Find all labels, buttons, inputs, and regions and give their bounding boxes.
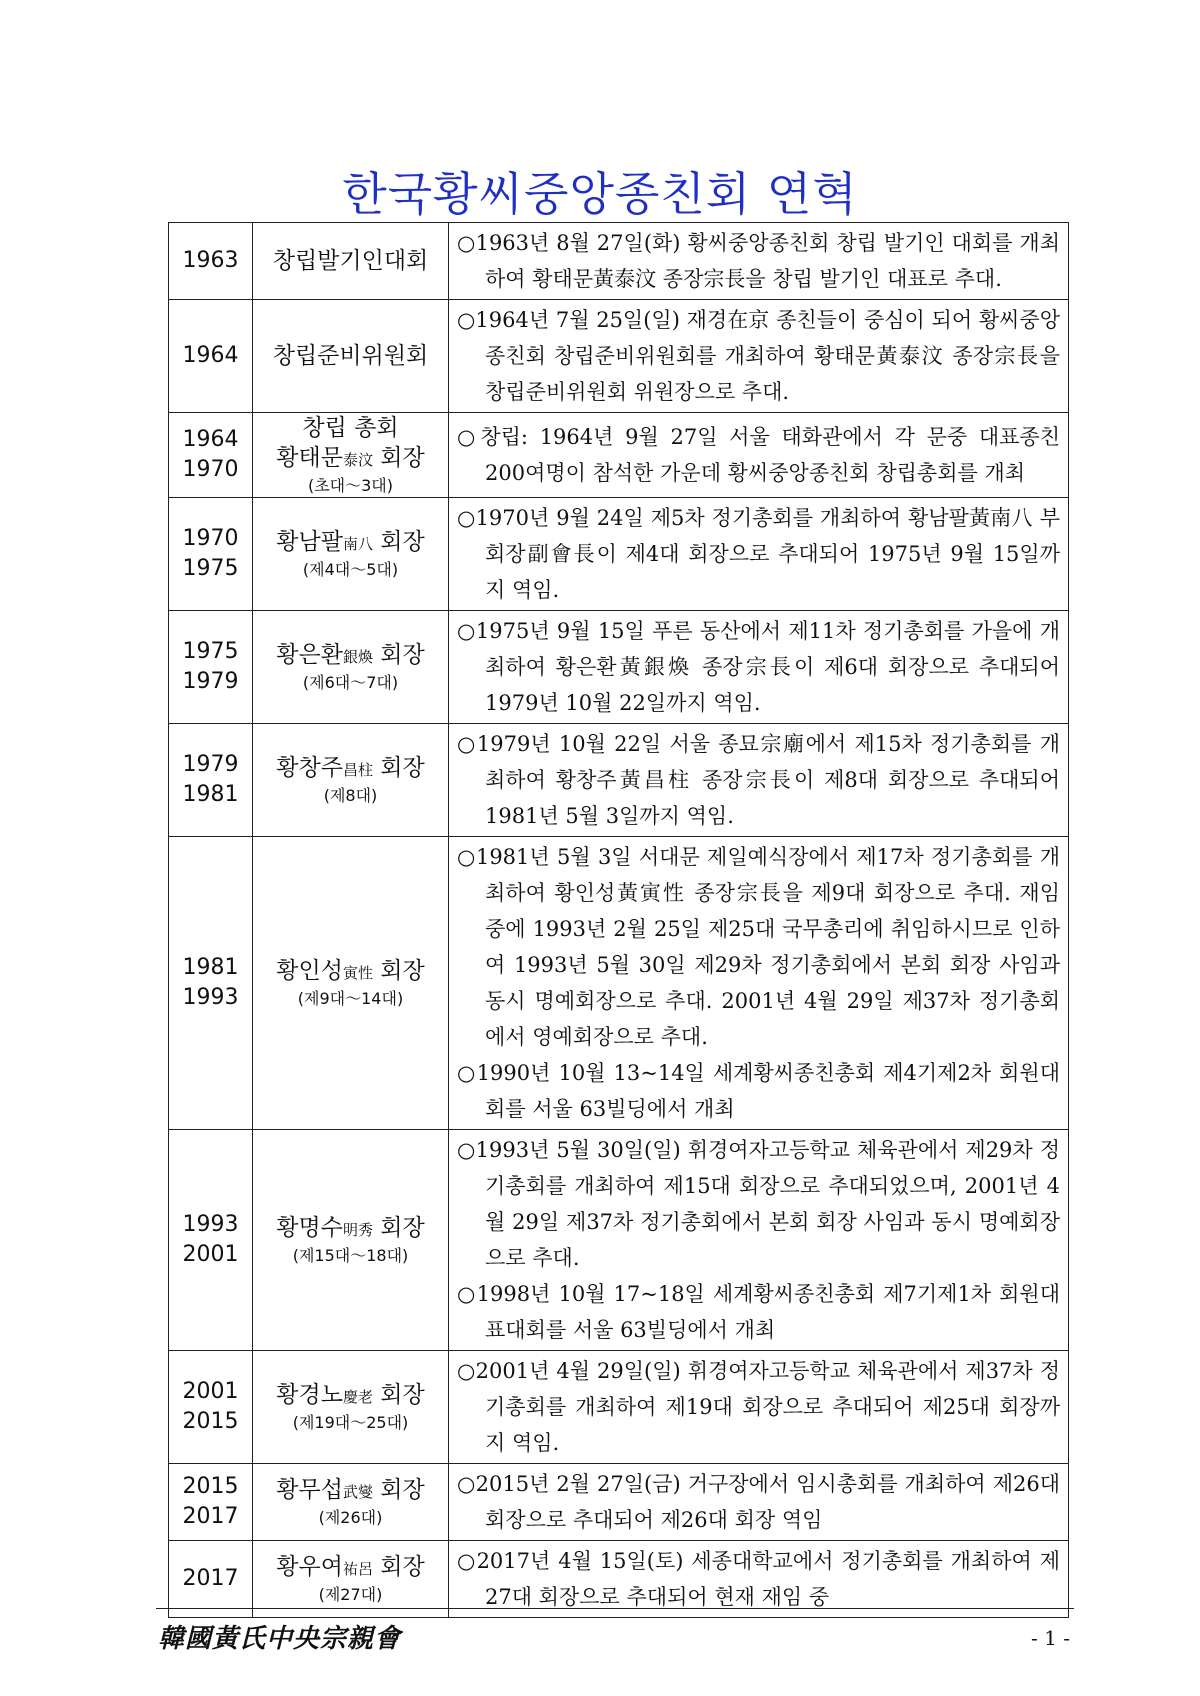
history-entry: ○1975년 9월 15일 푸른 동산에서 제11차 정기총회를 가을에 개최하여 황은환黃銀煥 종장宗長이 제6대 회장으로 추대되어 1979년 10월 22일까지 역임.: [457, 619, 1060, 715]
event-title: [253, 413, 448, 443]
hanja-name: 祐呂: [342, 1560, 373, 1578]
description-cell: [449, 724, 1069, 837]
event-title-text: 황무섭: [276, 1477, 343, 1503]
year-label: 1975: [182, 639, 239, 664]
history-row: [169, 223, 1069, 300]
event-title: [253, 1213, 448, 1245]
year-cell: [169, 1464, 253, 1541]
history-row: [169, 1464, 1069, 1541]
term-label: (제9대～14대): [297, 989, 404, 1008]
history-row: [169, 611, 1069, 724]
history-row: [169, 413, 1069, 498]
event-title-text: 황창주: [276, 755, 343, 781]
history-row: [169, 837, 1069, 1130]
title-cell: [253, 724, 449, 837]
event-title-text: 창립발기인대회: [272, 248, 429, 274]
title-suffix: 회장: [372, 642, 425, 668]
event-title: [253, 956, 448, 988]
event-title: [253, 1552, 448, 1584]
title-cell: [253, 1351, 449, 1464]
event-title: [253, 527, 448, 559]
hanja-name: 南八: [342, 535, 373, 553]
page-number: - 1 -: [1031, 1626, 1070, 1650]
term-label: (제27대): [318, 1585, 383, 1604]
event-title-text: 황인성: [276, 958, 343, 984]
event-title-text: 창립 총회: [302, 415, 399, 441]
year-label: 1979: [182, 752, 239, 777]
year-label: 2015: [182, 1409, 239, 1434]
title-cell: [253, 498, 449, 611]
title-cell: [253, 837, 449, 1130]
title-suffix: 회장: [372, 1215, 425, 1241]
title-suffix: 회장: [372, 958, 425, 984]
year-cell: [169, 1541, 253, 1618]
history-table-body: [169, 223, 1069, 1618]
history-entry: ○창립: 1964년 9월 27일 서울 태화관에서 각 문중 대표종친 200여명이 참석한 가운데 황씨중앙종친회 창립총회를 개최: [457, 425, 1060, 485]
description-cell: [449, 498, 1069, 611]
year-label: 2001: [182, 1379, 239, 1404]
year-label: 1981: [182, 782, 239, 807]
title-suffix: 회장: [372, 1477, 425, 1503]
event-title-text: 황은환: [276, 642, 343, 668]
hanja-name: 泰汶: [342, 451, 373, 469]
year-label: 1979: [182, 669, 239, 694]
hanja-name: 銀煥: [342, 648, 373, 666]
event-title: [253, 753, 448, 785]
page-title: 한국황씨중앙종친회 연혁: [342, 167, 858, 221]
history-entry: ○2001년 4월 29일(일) 휘경여자고등학교 체육관에서 제37차 정기총회를 개최하여 제19대 회장으로 추대되어 제25대 회장까지 역임.: [457, 1359, 1060, 1455]
history-table: [168, 222, 1069, 1618]
year-cell: [169, 498, 253, 611]
president-name: [253, 443, 448, 475]
history-row: [169, 1541, 1069, 1618]
year-label: 2017: [182, 1566, 239, 1591]
year-label: 2001: [182, 1242, 239, 1267]
hanja-name: 慶老: [342, 1388, 373, 1406]
year-label: 1970: [182, 526, 239, 551]
history-row: [169, 1130, 1069, 1351]
hanja-name: 寅性: [342, 964, 373, 982]
title-cell: [253, 1464, 449, 1541]
history-entry: ○1963년 8월 27일(화) 황씨중앙종친회 창립 발기인 대회를 개최하여 황태문黃泰汶 종장宗長을 창립 발기인 대표로 추대.: [457, 231, 1060, 291]
year-label: 1993: [182, 1212, 239, 1237]
history-row: [169, 1351, 1069, 1464]
event-title: [253, 1380, 448, 1412]
description-cell: [449, 223, 1069, 300]
title-suffix: 회장: [372, 529, 425, 555]
title-cell: [253, 1541, 449, 1618]
title-cell: [253, 413, 449, 498]
year-cell: [169, 1130, 253, 1351]
year-label: 2015: [182, 1474, 239, 1499]
event-title-text: 황우여: [276, 1554, 343, 1580]
year-cell: [169, 611, 253, 724]
event-title: [253, 246, 448, 276]
description-cell: [449, 1541, 1069, 1618]
event-title: [253, 1475, 448, 1507]
description-cell: [449, 611, 1069, 724]
title-cell: [253, 1130, 449, 1351]
hanja-name: 武燮: [342, 1483, 373, 1501]
history-entry: ○1998년 10월 17~18일 세계황씨종친총회 제7기제1차 회원대표대회를 서울 63빌딩에서 개최: [457, 1282, 1060, 1342]
term-label: (제26대): [318, 1508, 383, 1527]
year-label: 1964: [182, 427, 239, 452]
year-label: 2017: [182, 1504, 239, 1529]
year-label: 1963: [182, 248, 239, 273]
hanja-name: 昌柱: [342, 761, 373, 779]
description-cell: [449, 1351, 1069, 1464]
year-label: 1981: [182, 955, 239, 980]
title-suffix: 회장: [372, 1382, 425, 1408]
year-cell: [169, 223, 253, 300]
description-cell: [449, 300, 1069, 413]
description-cell: [449, 1464, 1069, 1541]
year-label: 1964: [182, 343, 239, 368]
event-title-text: 황명수: [276, 1215, 343, 1241]
event-title-text: 황남팔: [276, 529, 343, 555]
year-cell: [169, 413, 253, 498]
history-entry: ○1990년 10월 13~14일 세계황씨종친총회 제4기제2차 회원대회를 서울 63빌딩에서 개최: [457, 1061, 1060, 1121]
description-cell: [449, 837, 1069, 1130]
title-suffix: 회장: [372, 755, 425, 781]
description-cell: [449, 1130, 1069, 1351]
term-label: (제4대～5대): [302, 560, 399, 579]
year-cell: [169, 724, 253, 837]
year-cell: [169, 837, 253, 1130]
title-cell: [253, 300, 449, 413]
history-entry: ○1970년 9월 24일 제5차 정기총회를 개최하여 황남팔黃南八 부회장副會長이 제4대 회장으로 추대되어 1975년 9월 15일까지 역임.: [457, 506, 1060, 602]
event-title: [253, 341, 448, 371]
event-title-text: 황경노: [276, 1382, 343, 1408]
history-entry: ○1993년 5월 30일(일) 휘경여자고등학교 체육관에서 제29차 정기총회를 개최하여 제15대 회장으로 추대되었으며, 2001년 4월 29일 제37차 정기총회에서 본회 회장 사임과 동시 명예회장으로 추대.: [457, 1138, 1060, 1270]
hanja-name: 明秀: [342, 1221, 373, 1239]
event-title-text: 창립준비위원회: [272, 343, 429, 369]
history-entry: ○1981년 5월 3일 서대문 제일예식장에서 제17차 정기총회를 개최하여 황인성黃寅性 종장宗長을 제9대 회장으로 추대. 재임 중에 1993년 2월 25일 제25대 국무총리에 취임하시므로 인하여 1993년 5월 30일 제29차 정기총회에서 본회 회장 사임과 동시 명예회장으로 추대. 2001년 4월 29일 제37차 정기총회에서 영예회장으로 추대.: [457, 845, 1060, 1049]
term-label: (제8대): [323, 786, 378, 805]
year-cell: [169, 1351, 253, 1464]
term-label: (초대～3대): [307, 476, 394, 495]
history-row: [169, 724, 1069, 837]
term-label: (제15대～18대): [292, 1246, 409, 1265]
history-entry: ○1979년 10월 22일 서울 종묘宗廟에서 제15차 정기총회를 개최하여 황창주黃昌柱 종장宗長이 제8대 회장으로 추대되어 1981년 5월 3일까지 역임.: [457, 732, 1060, 828]
year-label: 1970: [182, 457, 239, 482]
title-suffix: 회장: [372, 445, 425, 471]
footer-divider: [156, 1608, 1074, 1609]
footer-organization-name: 韓國黃氏中央宗親會: [158, 1624, 402, 1654]
president-name-text: 황태문: [276, 445, 343, 471]
history-entry: ○2017년 4월 15일(토) 세종대학교에서 정기총회를 개최하여 제27대 회장으로 추대되어 현재 재임 중: [457, 1549, 1060, 1609]
year-label: 1975: [182, 556, 239, 581]
year-cell: [169, 300, 253, 413]
title-cell: [253, 611, 449, 724]
description-cell: [449, 413, 1069, 498]
history-row: [169, 498, 1069, 611]
title-suffix: 회장: [372, 1554, 425, 1580]
term-label: (제6대～7대): [302, 673, 399, 692]
history-entry: ○1964년 7월 25일(일) 재경在京 종친들이 중심이 되어 황씨중앙종친회 창립준비위원회를 개최하여 황태문黃泰汶 종장宗長을 창립준비위원회 위원장으로 추대.: [457, 308, 1060, 404]
title-cell: [253, 223, 449, 300]
history-entry: ○2015년 2월 27일(금) 거구장에서 임시총회를 개최하여 제26대 회장으로 추대되어 제26대 회장 역임: [457, 1472, 1060, 1532]
history-row: [169, 300, 1069, 413]
event-title: [253, 640, 448, 672]
term-label: (제19대～25대): [292, 1413, 409, 1432]
year-label: 1993: [182, 985, 239, 1010]
